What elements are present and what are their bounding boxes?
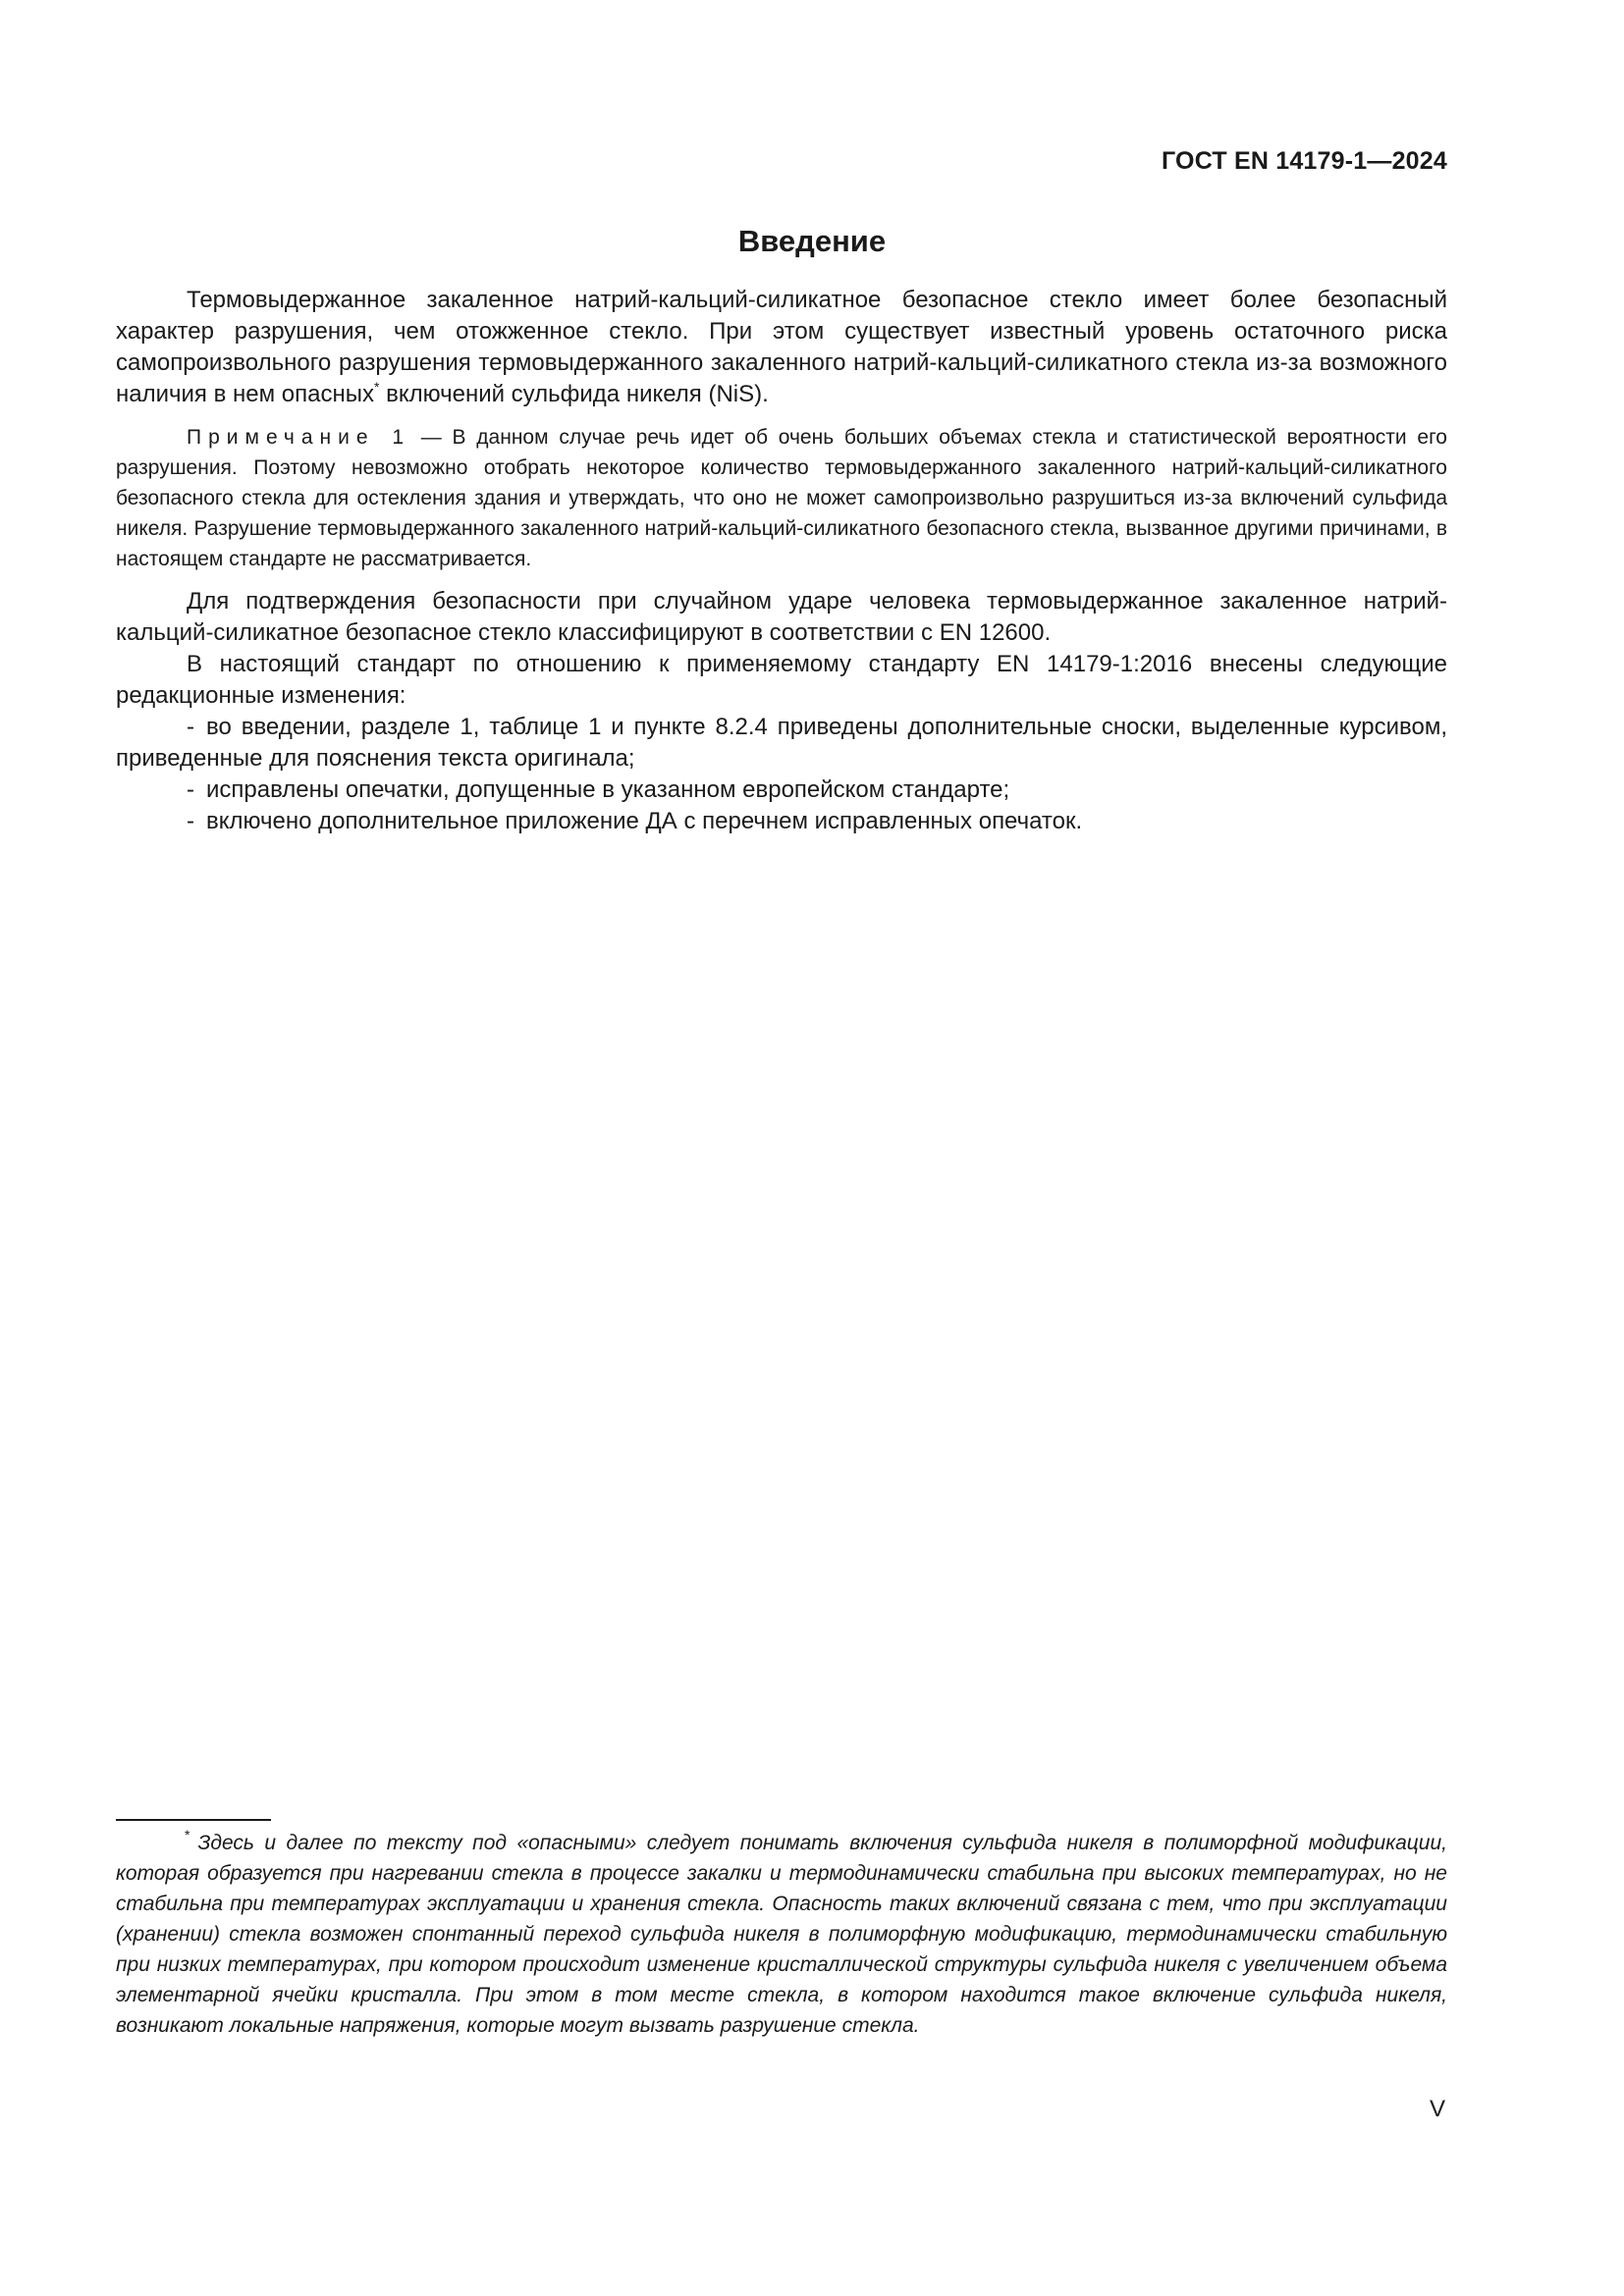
- note-label: Примечание 1: [187, 426, 410, 449]
- list-dash: -: [187, 714, 194, 740]
- intro-paragraph-1: [116, 285, 1447, 410]
- list-item-text: исправлены опечатки, допущенные в указанном европейском стандарте;: [206, 776, 1010, 803]
- list-item: [116, 806, 1447, 837]
- list-item-text: включено дополнительное приложение ДА с перечнем исправленных опечаток.: [206, 808, 1083, 834]
- intro-paragraph-3: В настоящий стандарт по отношению к применяемому стандарту EN 14179-1:2016 внесены следующие редакционные изменения:: [116, 651, 1447, 709]
- footnote-text: Здесь и далее по тексту под «опасными» следует понимать включения сульфида никеля в полиморфной модификации, которая образуется при нагревании стекла в процессе закалки и термодинамически стабильна при высоких температурах, но не стабильна при температурах эксплуатации и хранения стекла. Опасность таких включений связана с тем, что при эксплуатации (хранении) стекла возможен спонтанный переход сульфида никеля в полиморфную модификацию, термодинамически стабильную при низких температурах, при котором происходит изменение кристаллической структуры сульфида никеля с увеличением объема элементарной ячейки кристалла. При этом в том месте стекла, в котором находится такое включение сульфида никеля, возникают локальные напряжения, которые могут вызвать разрушение стекла.: [116, 1832, 1447, 2037]
- list-dash: -: [187, 776, 194, 803]
- list-item-text: во введении, разделе 1, таблице 1 и пункте 8.2.4 приведены дополнительные сноски, выделенные курсивом, приведенные для пояснения текста оригинала;: [116, 714, 1447, 772]
- document-body: [116, 285, 1447, 837]
- footnote-divider: [116, 1819, 271, 1821]
- note-1: [116, 422, 1447, 574]
- editorial-changes-list: [116, 712, 1447, 837]
- note-text: — В данном случае речь идет об очень больших объемах стекла и статистической вероятности его разрушения. Поэтому невозможно отобрать некоторое количество термовыдержанного закаленного натрий-кальций-силикатного безопасного стекла для остекления здания и утверждать, что оно не может самопроизвольно разрушиться из-за включений сульфида никеля. Разрушение термовыдержанного закаленного натрий-кальций-силикатного безопасного стекла, вызванное другими причинами, в настоящем стандарте не рассматривается.: [116, 426, 1447, 570]
- footnote-mark: *: [185, 1827, 190, 1842]
- intro-paragraph-1-text-end: включений сульфида никеля (NiS).: [379, 381, 769, 407]
- list-item: [116, 774, 1447, 806]
- list-dash: -: [187, 808, 194, 834]
- section-title: Введение: [737, 224, 887, 258]
- footnote-reference: *: [373, 379, 380, 395]
- list-item: [116, 712, 1447, 774]
- document-header: ГОСТ EN 14179-1—2024: [1162, 147, 1447, 175]
- intro-paragraph-2: Для подтверждения безопасности при случайном ударе человека термовыдержанное закаленное натрий-кальций-силикатное безопасное стекло классифицируют в соответствии с EN 12600.: [116, 588, 1447, 646]
- page-number: V: [1429, 2096, 1445, 2122]
- intro-paragraph-1-text: Термовыдержанное закаленное натрий-кальций-силикатное безопасное стекло имеет более безопасный характер разрушения, чем отожженное стекло. При этом существует известный уровень остаточного риска самопроизвольного разрушения термовыдержанного закаленного натрий-кальций-силикатного стекла из-за возможного наличия в нем опасных: [116, 287, 1447, 407]
- footnote: [116, 1828, 1447, 2041]
